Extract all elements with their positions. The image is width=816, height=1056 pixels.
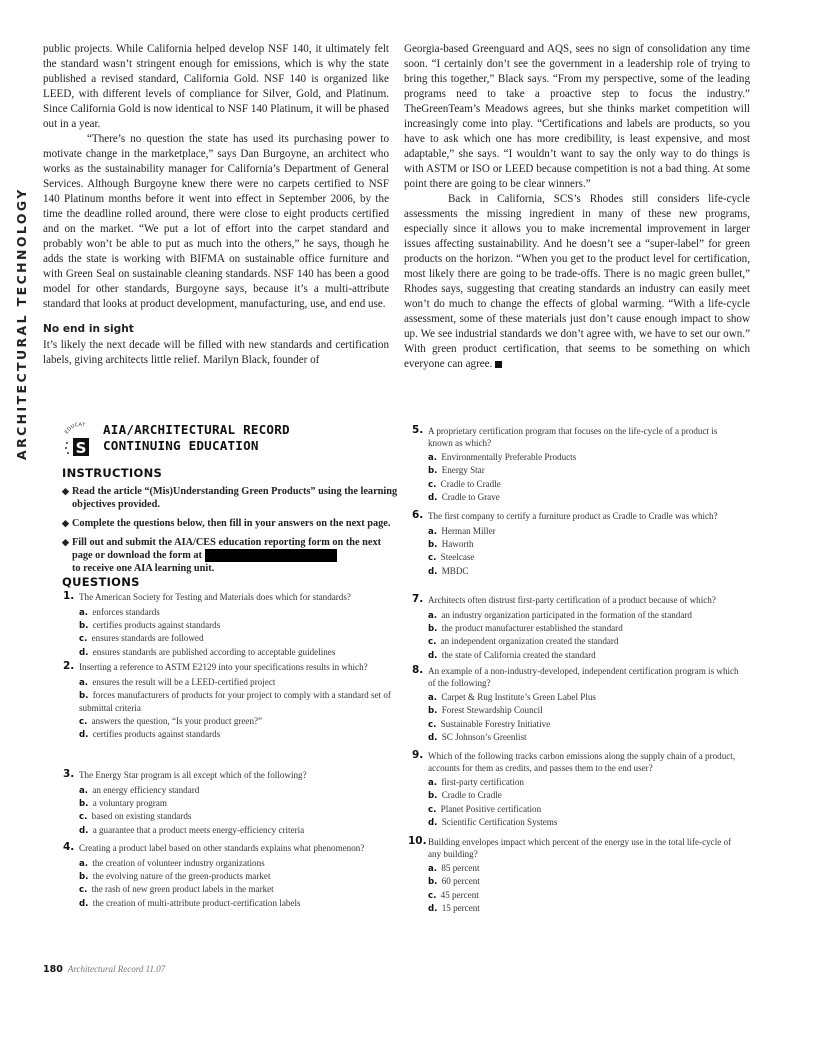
answer-option: a. Environmentally Preferable Products: [428, 452, 577, 463]
answer-option: b. a voluntary program: [79, 797, 167, 809]
question-8: 8. An example of a non-industry-developed, independent certification program is which of the following? a. Carpet & Rug Institute’s Green Label Plus b. Forest Stewardship Council c. Sustainable Forestry Initiative d. SC Johnson’s Greenlist: [412, 666, 742, 745]
logo-letter: S: [75, 439, 87, 457]
answer-option: c. based on existing standards: [79, 811, 192, 823]
answer-option: b. the evolving nature of the green-products market: [79, 870, 271, 882]
answer-option: a. enforces standards: [79, 606, 160, 618]
answer-option: d. MBDC: [428, 565, 469, 577]
instructions-list: [62, 485, 402, 575]
end-of-article-mark: [495, 361, 502, 368]
question-5: 5. A proprietary certification program that focuses on the life-cycle of a product is known as which? a. Environmentally Preferable Products b. Energy Star c. Cradle to Cradle d. Cradle to Grave: [412, 426, 742, 505]
page-number: 180: [43, 964, 63, 975]
answer-option: b. forces manufacturers of products for your project to comply with a standard set of submittal criteria: [79, 689, 391, 714]
answer-option: a. first-party certification: [428, 777, 524, 788]
article-paragraph: It’s likely the next decade will be filled with new standards and certification labels, giving architects little relief. Marilyn Black, founder of: [43, 339, 389, 366]
page-footer: [43, 964, 165, 975]
ce-logo-icon: [60, 418, 100, 460]
section-sidebar-label: ARCHITECTURAL TECHNOLOGY: [14, 187, 29, 460]
answer-option: d. the state of California created the standard: [428, 649, 596, 661]
article-paragraph: Georgia-based Greenguard and AQS, sees no sign of consolidation any time soon. “I certainly don’t see the government in a leadership role of trying to bring this together,” Black says. “From my perspective, some of the leading programs need to take a proactive step to focus the industry.” TheGreenTeam’s Meadows agrees, but she thinks market competition will increasingly come into play. “Certifications and labels are products, so you have to ask which one has more credibility, is least expensive, and most adaptable,” she says. “I wouldn’t want to say the only way to do things is with ASTM or ISO or LEED because competition is not a bad thing. At some point there are going to be clear winners.”: [404, 43, 750, 190]
article-paragraph: [404, 192, 750, 372]
answer-option: b. Energy Star: [428, 465, 485, 477]
answer-option: b. Cradle to Cradle: [428, 790, 502, 802]
article-paragraph: public projects. While California helped develop NSF 140, it ultimately felt the standard wasn’t stringent enough for emissions, which is why the state published a revised standard, California Gold. NSF 140 is organized like LEED, with different levels of compliance for Silver, Gold, and Platinum. Since California Gold is now identical to NSF 140 Platinum, it will be phased out in a year.: [43, 43, 389, 130]
answer-option: d. certifies products against standards: [79, 729, 221, 741]
answer-option: b. the product manufacturer established the standard: [428, 622, 623, 634]
answer-option: b. Forest Stewardship Council: [428, 705, 543, 717]
instructions-heading: INSTRUCTIONS: [62, 466, 163, 480]
answer-option: c. Planet Positive certification: [428, 803, 542, 815]
answer-option: a. ensures the result will be a LEED-certified project: [79, 676, 276, 688]
question-3: 3. The Energy Star program is all except which of the following? a. an energy efficiency standard b. a voluntary program c. based on existing standards d. a guarantee that a product meets energy-efficiency criteria: [63, 770, 393, 837]
instructions-section: [62, 466, 402, 581]
article-right-column: [404, 42, 750, 372]
answer-option: c. Cradle to Cradle: [428, 478, 501, 490]
question-2: 2. Inserting a reference to ASTM E2129 into your specifications results in which? a. ensures the result will be a LEED-certified project b. forces manufacturers of products for your project to comply with a standard set of submittal criteria c. answers the question, “Is your product green?” d. certifies products against standards: [63, 662, 393, 742]
answer-option: d. ensures standards are published according to acceptable guidelines: [79, 646, 336, 658]
answer-option: a. Carpet & Rug Institute’s Green Label Plus: [428, 692, 596, 703]
answer-option: c. Sustainable Forestry Initiative: [428, 718, 551, 730]
diamond-bullet-icon: ◆: [62, 518, 69, 528]
article-paragraph-text: Back in California, SCS’s Rhodes still considers life-cycle assessments the missing ingredient in many of these new programs, especially since it allows you to make incremental improvement in larger issues affecting sustainability. And he doesn’t see a “super-label” for green products on the horizon. “When you get to the product level for certification, most likely there are going to be trade-offs. There is no magic green bullet,” Rhodes says, suggesting that creating standards an industry can easily meet won’t do much to change the effects of global warming. “With a life-cycle assessment, some of these materials just don’t cause enough impact to show up. We see industrial standards we don’t agree with, we have to set our own.” With green product certification, that seems to be something on which everyone can agree.: [404, 193, 750, 370]
answer-option: d. the creation of multi-attribute product-certification labels: [79, 897, 301, 909]
answer-option: b. Haworth: [428, 538, 474, 550]
publication-name: Architectural Record 11.07: [67, 964, 166, 974]
article-paragraph: “There’s no question the state has used its purchasing power to motivate change in the marketplace,” says Dan Burgoyne, an architect who works as the sustainability manager for California’s Department of General Services. Although Burgoyne knew there were no carpets certified to NSF 140 Platinum months before it went into effect in September 2006, by the time the deadline rolled around, there were close to eight products certified and on the market. “We put a lot of effort into the carpet standard and probably won’t be able to put as much into the others,” he says, though he adds the state is working with BIFMA on sustainable office furniture and with Green Seal on sustainable cleaning standards. NSF 140 has been a good model for other standards, Burgoyne says, because it’s a multi-attribute standard that looks at product development, manufacturing, use, and end use.: [43, 133, 389, 310]
answer-option: d. SC Johnson’s Greenlist: [428, 732, 527, 744]
answer-option: b. 60 percent: [428, 876, 480, 888]
answer-option: c. 45 percent: [428, 889, 479, 901]
ce-title: [103, 422, 290, 454]
article-subhead: No end in sight: [43, 323, 134, 335]
answer-option: a. Herman Miller: [428, 525, 496, 537]
question-7: 7. Architects often distrust first-party certification of a product because of which? a. an industry organization participated in the formation of the standard b. the product manufacturer established the standard c. an independent organization created the standard d. the state of California created the standard: [412, 595, 742, 662]
ce-title-line1: AIA/ARCHITECTURAL RECORD: [103, 422, 290, 437]
question-6: 6. The first company to certify a furniture product as Cradle to Cradle was which? a. Herman Miller b. Haworth c. Steelcase d. MBDC: [412, 511, 742, 578]
ce-title-line2: CONTINUING EDUCATION: [103, 438, 259, 453]
answer-option: c. ensures standards are followed: [79, 633, 204, 645]
answer-option: a. the creation of volunteer industry organizations: [79, 857, 265, 869]
question-4: 4. Creating a product label based on other standards explains what phenomenon? a. the creation of volunteer industry organizations b. the evolving nature of the green-products market c. the rash of new green product labels in the market d. the creation of multi-attribute product-certification labels: [63, 843, 393, 910]
answer-option: d. Scientific Certification Systems: [428, 817, 558, 829]
answer-option: b. certifies products against standards: [79, 619, 221, 631]
answer-option: a. an energy efficiency standard: [79, 784, 200, 796]
question-9: 9. Which of the following tracks carbon emissions along the supply chain of a product, accounts for them as credits, and passes them to the end user? a. first-party certification b. Cradle to Cradle c. Planet Positive certification d. Scientific Certification Systems: [412, 751, 742, 830]
diamond-bullet-icon: ◆: [62, 486, 69, 496]
answer-option: d. Cradle to Grave: [428, 492, 500, 504]
answer-option: c. an independent organization created the standard: [428, 636, 619, 648]
answer-option: d. 15 percent: [428, 903, 480, 915]
diamond-bullet-icon: ◆: [62, 537, 69, 547]
answer-option: c. answers the question, “Is your product green?”: [79, 715, 263, 727]
redacted-url: [205, 549, 337, 562]
instruction-item: ◆ Fill out and submit the AIA/CES education reporting form on the next page or download the form at to receive one AIA learning unit.: [62, 537, 382, 575]
instruction-item: ◆ Complete the questions below, then fill in your answers on the next page.: [62, 518, 391, 529]
questions-heading: QUESTIONS: [62, 575, 140, 589]
answer-option: a. 85 percent: [428, 863, 480, 874]
ce-header: [60, 418, 390, 462]
instruction-item: ◆ Read the article “(Mis)Understanding Green Products” using the learning objectives provided.: [62, 486, 398, 510]
answer-option: c. Steelcase: [428, 552, 475, 564]
question-10: 10. Building envelopes impact which percent of the energy use in the total life-cycle of any building? a. 85 percent b. 60 percent c. 45 percent d. 15 percent: [412, 837, 742, 916]
answer-option: a. an industry organization participated in the formation of the standard: [428, 609, 692, 621]
logo-arc-text: EDUCAT: [63, 421, 86, 436]
answer-option: c. the rash of new green product labels in the market: [79, 884, 274, 896]
answer-option: d. a guarantee that a product meets energy-efficiency criteria: [79, 824, 305, 836]
question-1: 1. The American Society for Testing and Materials does which for standards? a. enforces standards b. certifies products against standards c. ensures standards are followed d. ensures standards are published according to acceptable guidelines: [63, 592, 393, 659]
article-left-column: [43, 42, 389, 368]
